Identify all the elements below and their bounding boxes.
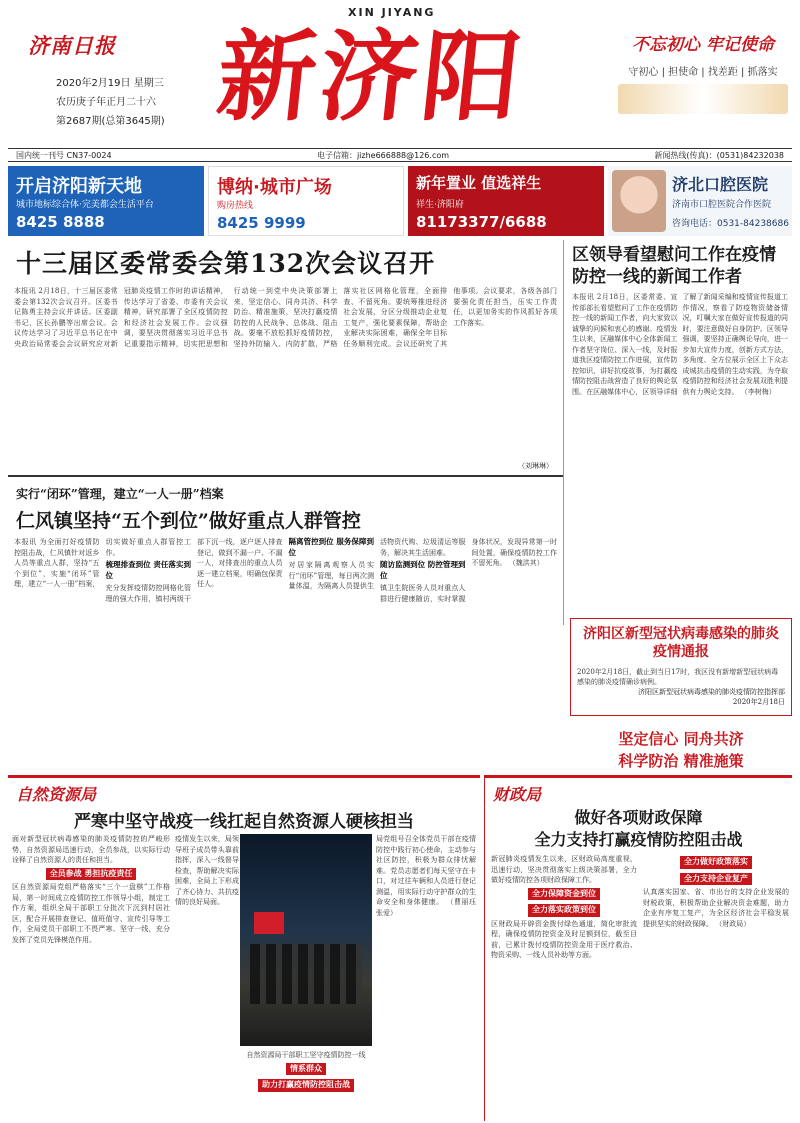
sub-story-body (8, 537, 563, 679)
subhead-tag: 全员参战 勇担抗疫责任 (46, 868, 137, 881)
right-story-body (568, 292, 792, 547)
date-block (56, 74, 165, 131)
subhead-tag: 情系群众 (286, 1063, 326, 1076)
notice-body: 2020年2月18日，截止到当日17时，我区没有新增新型冠状病毒感染的肺炎疫情确诊病例。 (577, 668, 779, 686)
article-byline: （曹丽珏 张爱） (376, 898, 476, 917)
article-paragraph: 认真落实国家、省、市出台的支持企业发展的财税政策，积极帮助企业解决资金难题，助力企业有序复工复产，为全区经济社会平稳发展提供坚实的财政保障。 (643, 888, 789, 928)
infobar-hotline: 新闻热线(传真)：(0531)84232038 (654, 151, 784, 160)
finance-section (484, 775, 792, 1121)
ad-title: 开启济阳新天地 (16, 176, 142, 197)
ad-subtitle: 济南市口腔医院合作医院 (672, 200, 772, 210)
article-lead: 面对新型冠状病毒感染的肺炎疫情防控的严峻形势，自然资源局迅速行动，全员参战，以实际行动诠释了自然资源人的责任和担当。 (12, 835, 170, 864)
top-headline: 十三届区委常委会第132次会议召开 (16, 249, 436, 278)
slogan-line-1: 坚定信心 同舟共济 (618, 730, 744, 748)
ad-strip (8, 166, 792, 236)
notice-title: 济阳区新型冠状病毒感染的肺炎疫情通报 (583, 626, 779, 660)
notice-sign: 济阳区新型冠状病毒感染的肺炎疫情防控指挥部 (638, 688, 785, 696)
article-column (175, 834, 239, 1078)
top-story-body (8, 286, 563, 461)
top-story-text: 本报讯 2月18日，十三届区委常委会第132次会议召开。区委书记陈勇主持会议并讲话。区委副书记、区长孙鹏等出席会议。会议传达学习了习近平总书记在中央政治局常委会会议研究应对新冠肺炎疫情工作时的讲话精神，传达学习了省委、市委有关会议精神，研究部署了全区疫情防控和经济社会发展工作。会议强调，要坚决贯彻落实习近平总书记重要指示精神，切实把思想和行动统一到党中央决策部署上来，坚定信心、同舟共济、科学防治、精准施策，坚决打赢疫情防控的人民战争、总体战、阻击战。要毫不放松抓好疫情防控，坚持外防输入、内防扩散，严格落实社区网格化管理，全面排查、不留死角。要统筹推进经济社会发展，分区分级推动企业复工复产，强化要素保障，帮助企业解决实际困难，确保全年目标任务顺利完成。会议还研究了其他事项。会议要求，各级各部门要强化责任担当，压实工作责任，以更加务实的作风抓好各项工作落实。 (14, 287, 557, 348)
night-checkpoint-photo (240, 834, 372, 1046)
ad-subtitle: 购房热线 (217, 201, 254, 211)
epidemic-notice (570, 618, 792, 716)
article-paragraph: 局党组号召全体党员干部在疫情防控中践行初心使命，主动参与社区防控，积极为群众排忧解难。党员志愿者们每天坚守在卡口，对过往车辆和人员进行登记测温，用实际行动守护群众的生命安全和身体健康。 (376, 835, 476, 906)
subhead-tag: 全力落实政策到位 (528, 904, 600, 917)
finance-body (491, 854, 789, 1120)
ad-jiyang-xintiandi[interactable] (8, 166, 204, 236)
article-byline: （财政局） (715, 919, 751, 928)
ad-phone: 81173377/6688 (416, 213, 547, 231)
issue-number: 第2687期(总第3645期) (56, 116, 165, 127)
top-story (8, 240, 564, 625)
sub-story-lead: 本报讯 为全面打好疫情防控阻击战，仁风镇针对返乡人员等重点人群，坚持“五个到位”，实施“闭环”管理，建立“一人一册”档案，切实做好重点人群管控工作。 (14, 538, 191, 588)
ad-subtitle: 祥生·济阳府 (416, 200, 464, 210)
right-story-headline: 区领导看望慰问工作在疫情防控一线的新闻工作者 (572, 245, 776, 287)
masthead-pinyin: XIN JIYANG (348, 6, 436, 19)
sub-story-subhead: 梳理排查到位 责任落实到位 (105, 560, 191, 580)
article-column (12, 834, 170, 1118)
ad-title: 博纳·城市广场 (217, 177, 332, 198)
sub-story-headline: 仁风镇坚持“五个到位”做好重点人群管控 (16, 510, 361, 532)
article-column (376, 834, 476, 1118)
ad-phone: 8425 9999 (217, 214, 306, 232)
top-story-byline: （刘琳琳） (518, 462, 553, 470)
epidemic-slogan (570, 728, 792, 772)
article-column (491, 854, 637, 1120)
slogan-art (618, 84, 788, 114)
article-paragraph: 疫情发生以来，局领导班子成员带头靠前指挥，深入一线督导检查，帮助解决实际困难，全局上下形成了齐心协力、共抗疫情的良好局面。 (175, 835, 239, 906)
sub-story-paragraph: 镇卫生院医务人员对重点人群进行健康随访，实时掌握身体状况，发现异常第一时间处置，确保疫情防控工作不留死角。 (380, 538, 557, 603)
natural-resources-body (12, 834, 476, 1120)
subhead-tag: 全力支持企业复产 (680, 873, 752, 886)
volunteers-group (250, 944, 362, 1004)
sub-story-byline: （魏洪其） (508, 559, 544, 567)
article-column (643, 854, 789, 1120)
finance-headline (485, 805, 792, 855)
masthead (8, 0, 792, 146)
subhead-tag: 全力保障资金到位 (528, 888, 600, 901)
section-label-natural-resources: 自然资源局 (16, 785, 97, 804)
brand-small: 济南日报 (28, 33, 116, 58)
article-paragraph: 区自然资源局党组严格落实“三个一盘棋”工作格局，第一时间成立疫情防控工作领导小组，制定工作方案，组织全局干部职工分批次下沉到村居社区，配合开展排查登记、值班值守、宣传引导等工作，全局党员干部职工不畏严寒、坚守一线，充分发挥了党员先锋模范作用。 (12, 883, 170, 944)
subhead-tag: 全力做好政策落实 (680, 856, 752, 869)
slogan-sub: 守初心 | 担使命 | 找差距 | 抓落实 (628, 67, 778, 78)
sub-story-paragraph: 对居家隔离观察人员实行“闭环”管理，每日两次测量体温，为隔离人员提供生活物资代购、垃圾清运等服务，解决其生活困难。 (288, 538, 466, 590)
party-flag-icon (254, 912, 284, 934)
ad-subtitle: 城市地标综合体·完美都会生活平台 (16, 200, 154, 210)
ad-phone: 咨询电话：0531-84238686 (672, 219, 789, 229)
sub-story-subhead: 隔离管控到位 服务保障到位 (288, 537, 374, 557)
notice-date: 2020年2月18日 (732, 698, 785, 706)
photo-caption (238, 1050, 374, 1094)
ad-title: 新年置业 值选祥生 (416, 174, 542, 192)
right-column (568, 240, 792, 625)
slogan-main: 不忘初心 牢记使命 (632, 35, 774, 55)
lunar-date: 农历庚子年正月二十六 (56, 97, 156, 108)
sub-story-paragraph: 充分发挥疫情防控网格化管理的强大作用，镇村两级干部下沉一线，逐户逐人排查登记，做到不漏一户、不漏一人，对排查出的重点人员逐一建立档案，明确包保责任人。 (105, 538, 283, 603)
slogan-box (618, 30, 788, 130)
infobar-cn: 国内统一刊号 CN37-0024 (16, 151, 112, 160)
masthead-title: 新济阳 (212, 20, 531, 135)
finance-headline-line-1: 做好各项财政保障 (574, 808, 703, 827)
section-label-finance: 财政局 (493, 785, 542, 804)
infobar (8, 148, 792, 162)
ad-bona-plaza[interactable] (208, 166, 404, 236)
natural-resources-section (8, 775, 480, 1121)
sub-story-subhead: 随访监测到位 防控管理到位 (380, 560, 466, 580)
infobar-email: 电子信箱：jizhe666888@126.com (316, 151, 450, 160)
issue-date: 2020年2月19日 星期三 (56, 78, 164, 89)
subhead-tag: 助力打赢疫情防控阻击战 (258, 1079, 354, 1092)
right-story-text: 本报讯 2月18日，区委常委、宣传部部长看望慰问了工作在疫情防控一线的新闻工作者，向大家致以诚挚的问候和衷心的感谢。疫情发生以来，区融媒体中心全体新闻工作者坚守岗位、深入一线，及时报道我区疫情防控工作进展，宣传防控知识，讲好抗疫故事，为打赢疫情防控阻击战营造了良好的舆论氛围。在区融媒体中心，区领导详细了解了新闻采编和疫情宣传报道工作情况，察看了防疫物资储备情况，叮嘱大家在做好宣传报道的同时，要注意做好自身防护。区领导强调，要坚持正确舆论导向，进一步加大宣传力度，创新方式方法，多角度、全方位展示全区上下众志成城抗击疫情的生动实践，为夺取疫情防控和经济社会发展双胜利提供有力舆论支持。 (572, 293, 788, 396)
slogan-line-2: 科学防治 精准施策 (618, 752, 744, 770)
caption-text: 自然资源局干部职工坚守疫情防控一线 (246, 1051, 366, 1059)
ad-title: 济北口腔医院 (672, 175, 769, 194)
right-story-byline: （李树梅） (740, 387, 776, 396)
sub-story-kicker: 实行“闭环”管理，建立“一人一册”档案 (8, 475, 563, 502)
model-photo (612, 170, 666, 232)
natural-resources-headline: 严寒中坚守战疫一线扛起自然资源人硬核担当 (74, 812, 414, 832)
ad-xiangsheng[interactable] (408, 166, 604, 236)
ad-jibei-dental[interactable] (608, 166, 792, 236)
article-lead: 新冠肺炎疫情发生以来，区财政局高度重视，迅速行动，坚决贯彻落实上级决策部署，全力做好疫情防控各项财政保障工作。 (491, 855, 637, 884)
ad-phone: 8425 8888 (16, 213, 105, 231)
finance-headline-line-2: 全力支持打赢疫情防控阻击战 (534, 830, 743, 849)
article-paragraph: 区财政局开辟资金拨付绿色通道，简化审批流程，确保疫情防控资金及时足额到位，截至目前，已累计拨付疫情防控资金用于医疗救治、物资采购、一线人员补助等方面。 (491, 919, 637, 959)
